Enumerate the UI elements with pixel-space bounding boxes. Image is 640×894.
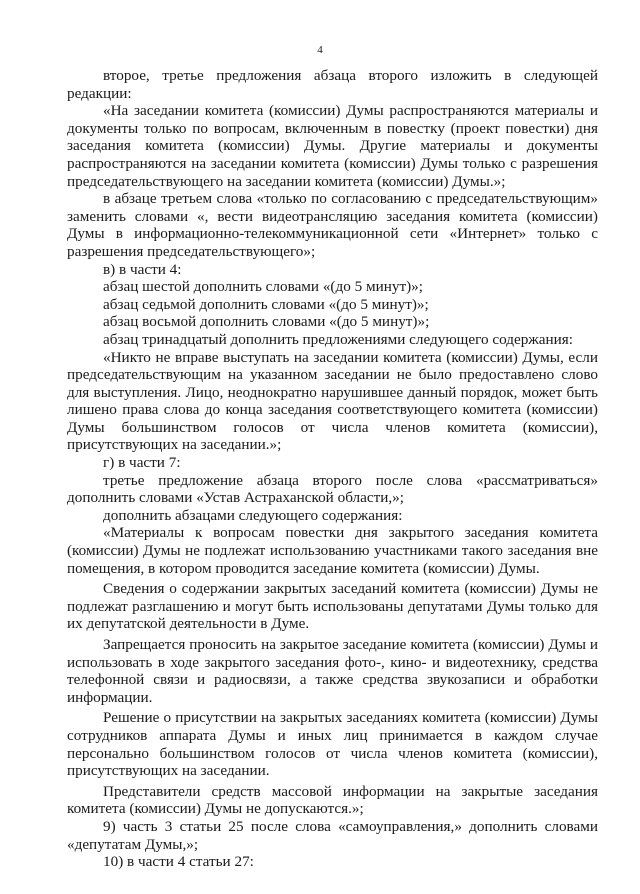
paragraph-item-g: г) в части 7: xyxy=(103,454,181,472)
paragraph-closed-materials: «Материалы к вопросам повестки дня закрытого заседания комитета (комиссии) Думы не подлежат использованию участниками такого заседания вне помещения, в котором проводится заседание комитета (комиссии) Думы. xyxy=(67,524,598,577)
paragraph-quote-speaking: «Никто не вправе выступать на заседании комитета (комиссии) Думы, если председательствующим на указанном заседании не было предоставлено слово для выступления. Лицо, неоднократно нарушившее данный порядок, может быть лишено права слова до конца заседания соответствующего комитета (комиссии) Думы большинством голосов от числа членов комитета (комиссии), присутствующих на заседании.»; xyxy=(67,348,598,454)
paragraph-abzac-8: абзац восьмой дополнить словами «(до 5 минут)»; xyxy=(103,313,430,331)
paragraph-abzac-13: абзац тринадцатый дополнить предложениями следующего содержания: xyxy=(103,330,574,348)
paragraph-closed-info: Сведения о содержании закрытых заседаний комитета (комиссии) Думы не подлежат разглашению и могут быть использованы депутатами Думы только для их депутатской деятельности в Думе. xyxy=(67,580,598,633)
paragraph-third-abzac: в абзаце третьем слова «только по согласованию с председательствующим» заменить словами «, вести видеотрансляцию заседания комитета (комиссии) Думы в информационно-телекоммуникационной сети «Интернет» только с разрешения председательствующего»; xyxy=(67,190,598,260)
paragraph-intro: второе, третье предложения абзаца второго изложить в следующей редакции: xyxy=(67,67,598,102)
paragraph-staff-presence: Решение о присутствии на закрытых заседаниях комитета (комиссии) Думы сотрудников аппарата Думы и иных лиц принимается в каждом случае персонально большинством голосов от числа членов комитета (комиссии), присутствующих на заседании. xyxy=(67,709,598,780)
document-body xyxy=(67,67,598,871)
paragraph-item-v: в) в части 4: xyxy=(103,260,182,278)
paragraph-charter: третье предложение абзаца второго после слова «рассматриваться» дополнить словами «Устав Астраханской области,»; xyxy=(67,471,598,507)
page-number: 4 xyxy=(317,44,323,56)
paragraph-item-10: 10) в части 4 статьи 27: xyxy=(103,853,254,871)
paragraph-abzac-6: абзац шестой дополнить словами «(до 5 минут)»; xyxy=(103,278,423,296)
paragraph-abzac-7: абзац седьмой дополнить словами «(до 5 минут)»; xyxy=(103,295,429,313)
paragraph-item-9: 9) часть 3 статьи 25 после слова «самоуправления,» дополнить словами «депутатам Думы,»; xyxy=(67,817,598,853)
paragraph-prohibited-devices: Запрещается проносить на закрытое заседание комитета (комиссии) Думы и использовать в ходе закрытого заседания фото-, кино- и видеотехнику, средства телефонной связи и радиосвязи, а также средства звукозаписи и обработки информации. xyxy=(67,636,598,706)
paragraph-media: Представители средств массовой информации на закрытые заседания комитета (комиссии) Думы не допускаются.»; xyxy=(67,782,598,818)
paragraph-quote-materials: «На заседании комитета (комиссии) Думы распространяются материалы и документы только по вопросам, включенным в повестку (проект повестки) дня заседания комитета (комиссии) Думы. Другие материалы и документы распространяются на заседании комитета (комиссии) Думы только с разрешения председательствующего на заседании комитета (комиссии) Думы.»; xyxy=(67,102,598,190)
paragraph-add-abzacs: дополнить абзацами следующего содержания: xyxy=(103,506,403,524)
